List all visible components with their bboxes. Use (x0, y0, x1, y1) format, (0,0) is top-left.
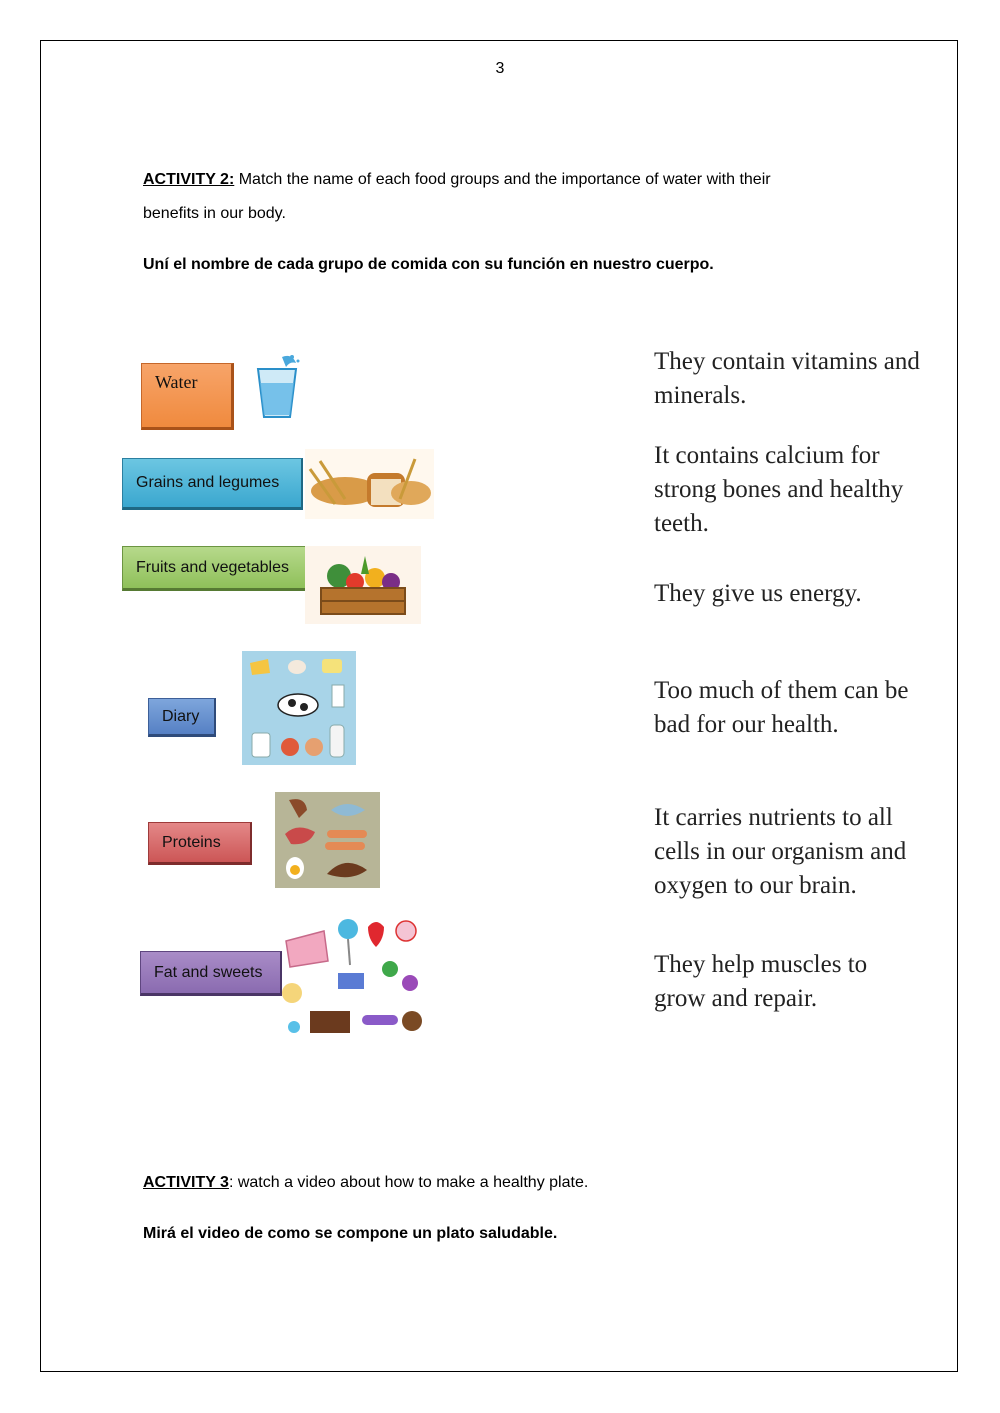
food-group-diary[interactable]: Diary (148, 698, 216, 737)
benefit-item[interactable]: It contains calcium for strong bones and healthy teeth. (654, 442, 904, 537)
fruit-crate-image (305, 546, 421, 624)
activity2-instruction-line2: benefits in our body. (143, 205, 286, 222)
benefit-item[interactable]: It carries nutrients to all cells in our organism and oxygen to our brain. (654, 804, 907, 899)
glass-of-water-icon (252, 353, 302, 421)
food-group-proteins[interactable]: Proteins (148, 822, 252, 865)
bread-and-grains-image (305, 449, 434, 519)
page-number: 3 (495, 60, 505, 77)
activity2-spanish: Uní el nombre de cada grupo de comida con su función en nuestro cuerpo. (143, 256, 714, 273)
food-group-fruits[interactable]: Fruits and vegetables (122, 546, 310, 591)
activity3-instruction (143, 1166, 588, 1200)
activity3-label: ACTIVITY 3 (143, 1174, 229, 1191)
benefit-item[interactable]: Too much of them can be bad for our health. (654, 677, 909, 738)
food-group-grains[interactable]: Grains and legumes (122, 458, 303, 510)
benefit-item[interactable]: They contain vitamins and minerals. (654, 348, 920, 409)
food-group-water[interactable]: Water (141, 363, 234, 430)
activity2-label: ACTIVITY 2: (143, 171, 235, 188)
activity3-spanish: Mirá el video de como se compone un plato saludable. (143, 1225, 558, 1242)
activity2-instruction (143, 163, 857, 197)
dairy-products-image (242, 651, 356, 765)
activity2-instruction-line1: Match the name of each food groups and the importance of water with their (234, 171, 771, 188)
benefit-item[interactable]: They help muscles to grow and repair. (654, 951, 868, 1012)
benefit-item[interactable]: They give us energy. (654, 580, 862, 607)
protein-foods-image (275, 792, 380, 888)
sweets-image (280, 917, 430, 1043)
food-group-fats[interactable]: Fat and sweets (140, 951, 282, 996)
activity3-instruction-text: : watch a video about how to make a healthy plate. (228, 1174, 589, 1191)
